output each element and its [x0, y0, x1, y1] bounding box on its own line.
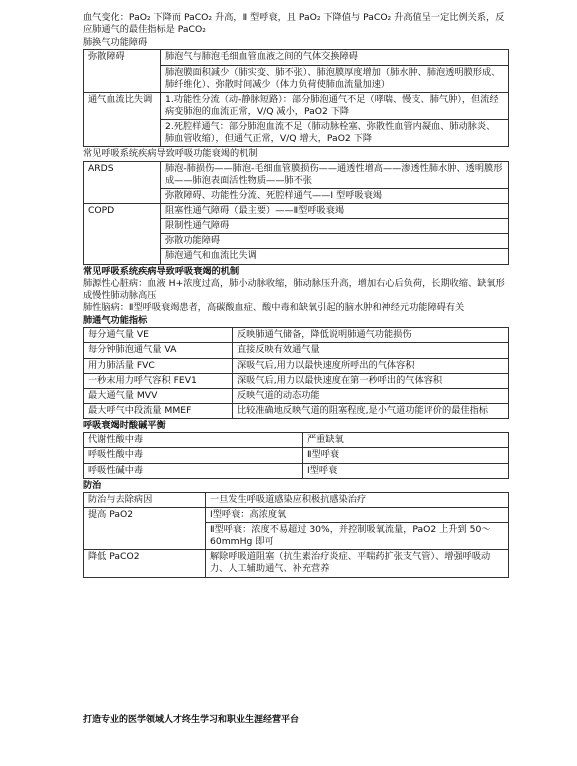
page-footer: 打造专业的医学领域人才终生学习和职业生涯经营平台 — [83, 715, 300, 725]
table-row — [84, 388, 509, 403]
row-label: 每分通气量 VE — [84, 328, 233, 343]
table-row — [84, 550, 509, 577]
cell-text: Ⅱ型呼衰 — [303, 448, 509, 463]
row-label: 降低 PaCO2 — [84, 550, 206, 577]
row-label: 用力肺活量 FVC — [84, 358, 233, 373]
table-row — [84, 373, 509, 388]
section-title-acid-base: 呼吸衰竭时酸碱平衡 — [83, 420, 166, 432]
table-row — [84, 203, 509, 218]
cell-text: 反映肺通气储备，降低说明肺通气功能损伤 — [233, 328, 509, 343]
row-label: 呼吸性碱中毒 — [84, 463, 303, 478]
cell-text: 限制性通气障碍 — [161, 219, 509, 234]
row-label: 弥散障碍 — [84, 50, 161, 92]
row-label: 呼吸性酸中毒 — [84, 448, 303, 463]
table-row — [84, 358, 509, 373]
row-label-ards: ARDS — [84, 161, 161, 203]
cell-text: 一旦发生呼吸道感染应积极抗感染治疗 — [206, 492, 509, 507]
paragraph-cor-pulmonale: 肺源性心脏病：血液 H+浓度过高，肺小动脉收缩，肺动脉压升高，增加右心后负荷，长期收缩、缺氧形成慢性肺动脉高压 — [83, 277, 505, 301]
cell-text: 比较准确地反映气道的阻塞程度,是小气道功能评价的最佳指标 — [233, 403, 509, 418]
table-row — [84, 507, 509, 522]
row-label: 防治与去除病因 — [84, 492, 206, 507]
cell-text: 2.死腔样通气：部分肺泡血流不足（肺动脉栓塞、弥散性血管内凝血、肺动脉炎、肺血管收缩），但通气正常，V/Q 增大，PaO2 下降 — [161, 120, 509, 147]
ventilation-indices-table — [83, 327, 509, 419]
row-label: 最大通气量 MVV — [84, 388, 233, 403]
table-row — [84, 403, 509, 418]
cell-text: 肺泡通气和血流比失调 — [161, 249, 509, 264]
document-page — [83, 12, 509, 578]
table-row — [84, 343, 509, 358]
gas-exchange-table — [83, 49, 509, 147]
cell-text: Ⅰ型呼衰：高浓度氧 — [206, 507, 509, 522]
cell-text: 阻塞性通气障碍（最主要）——Ⅱ型呼吸衰竭 — [161, 203, 509, 218]
section-title-mechanism: 常见呼吸系统疾病导致呼吸功能衰竭的机制 — [83, 148, 258, 160]
acid-base-table — [83, 432, 509, 478]
cell-text: 肺泡气与肺泡毛细血管血液之间的气体交换障碍 — [161, 50, 509, 65]
row-label: 每分钟肺泡通气量 VA — [84, 343, 233, 358]
cell-text: 反映气道的动态功能 — [233, 388, 509, 403]
row-label: 通气血流比失调 — [84, 92, 161, 147]
table-row — [84, 463, 509, 478]
row-label: 代谢性酸中毒 — [84, 433, 303, 448]
section-title-gas-exchange: 肺换气功能障碍 — [83, 37, 148, 49]
section-title-complications: 常见呼吸系统疾病导致呼吸衰竭的机制 — [83, 265, 240, 277]
table-row — [84, 161, 509, 188]
section-title-ventilation-indices: 肺通气功能指标 — [83, 315, 148, 327]
cell-text: Ⅰ型呼衰 — [303, 463, 509, 478]
row-label: 提高 PaO2 — [84, 507, 206, 549]
cell-text: 深吸气后,用力以最快速度在第一秒呼出的气体容积 — [233, 373, 509, 388]
cell-text: 严重缺氧 — [303, 433, 509, 448]
table-row — [84, 92, 509, 119]
section-title-treatment: 防治 — [83, 479, 102, 491]
cell-text: Ⅱ型呼衰：浓度不易超过 30%，并控制吸氧流量，PaO2 上升到 50～60mmHg 即可 — [206, 523, 509, 550]
cell-text: 肺泡-肺损伤——肺泡-毛细血管膜损伤——通透性增高——渗透性肺水肿、透明膜形成——肺泡表面活性物质——肺不张 — [161, 161, 509, 188]
table-row — [84, 492, 509, 507]
row-label: 最大呼气中段流量 MMEF — [84, 403, 233, 418]
cell-text: 直接反映有效通气量 — [233, 343, 509, 358]
row-label-copd: COPD — [84, 203, 161, 264]
cell-text: 弥散障碍、功能性分流、死腔样通气——Ⅰ 型呼吸衰竭 — [161, 188, 509, 203]
cell-text: 肺泡膜面积减少（肺实变、肺不张）、肺泡膜厚度增加（肺水肿、肺泡透明膜形成、肺纤维化）、弥散时间减少（体力负荷使肺血流量加速） — [161, 65, 509, 92]
cell-text: 1.功能性分流（动-静脉短路）：部分肺泡通气不足（哮喘、慢支、肺气肿），但流经病变肺泡的血流正常，V/Q 减小，PaO2 下降 — [161, 92, 509, 119]
intro-paragraph: 血气变化：PaO₂ 下降而 PaCO₂ 升高，Ⅱ 型呼衰，且 PaO₂ 下降值与 PaCO₂ 升高值呈一定比例关系，反应肺通气的最佳指标是 PaCO₂ — [83, 12, 505, 36]
table-row — [84, 328, 509, 343]
table-row — [84, 50, 509, 65]
row-label: 一秒末用力呼气容积 FEV1 — [84, 373, 233, 388]
cell-text: 弥散功能障碍 — [161, 234, 509, 249]
cell-text: 解除呼吸道阻塞（抗生素治疗炎症、平喘药扩张支气管）、增强呼吸动力、人工辅助通气、补充营养 — [206, 550, 509, 577]
table-row — [84, 433, 509, 448]
mechanism-table — [83, 161, 509, 265]
cell-text: 深吸气后,用力以最快速度所呼出的气体容积 — [233, 358, 509, 373]
table-row — [84, 448, 509, 463]
paragraph-pulmonary-encephalopathy: 肺性脑病：Ⅱ型呼吸衰竭患者，高碳酸血症、酸中毒和缺氧引起的脑水肿和神经元功能障碍有关 — [83, 301, 465, 313]
treatment-table — [83, 492, 509, 578]
